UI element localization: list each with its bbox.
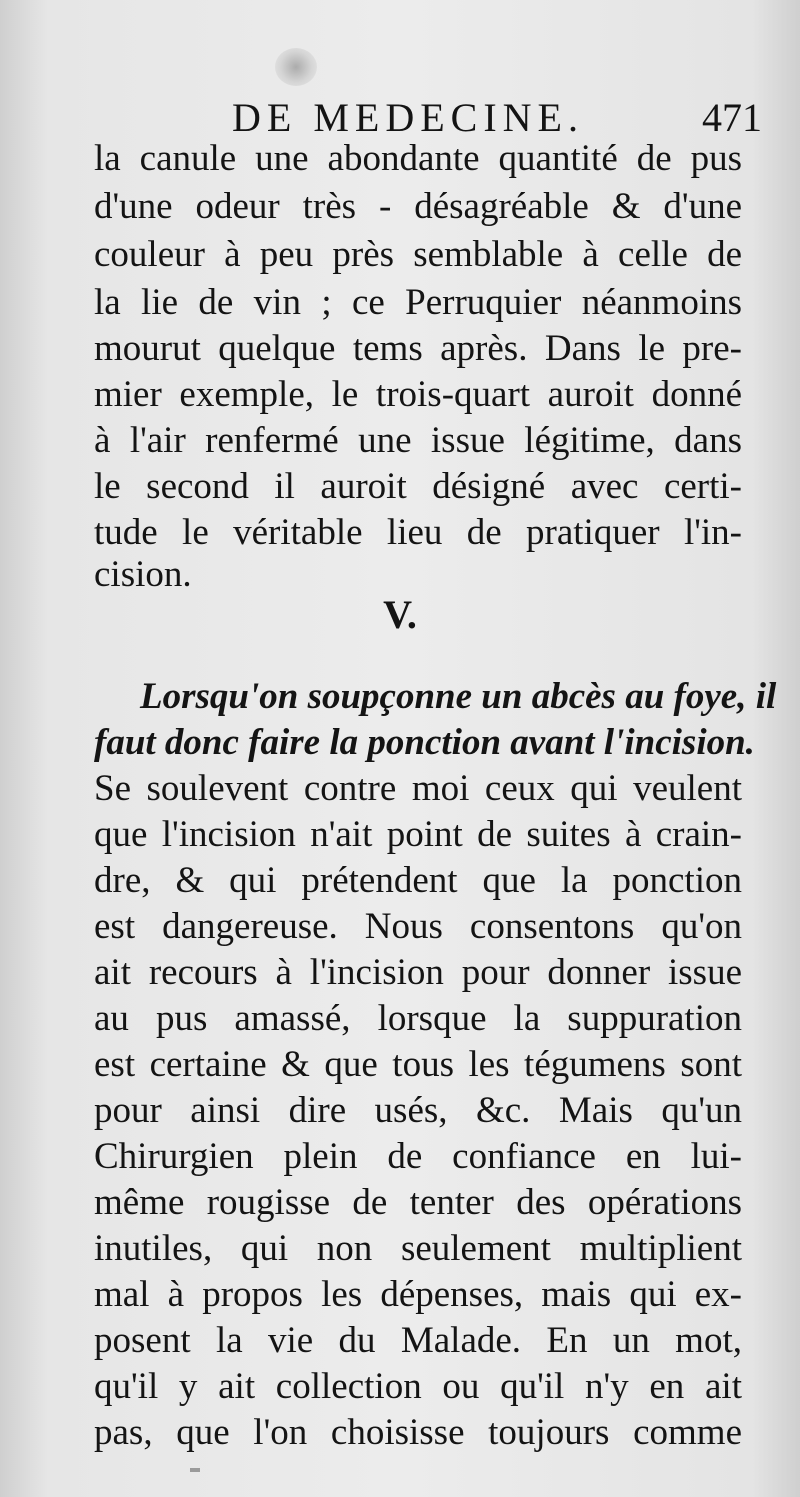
text-line: ait recours à l'incision pour donner issue	[94, 952, 742, 993]
text-line: au pus amassé, lorsque la suppuration	[94, 998, 742, 1039]
text-line: la canule une abondante quantité de pus	[94, 138, 742, 179]
text-line: mal à propos les dépenses, mais qui ex-	[94, 1274, 742, 1315]
text-line: couleur à peu près semblable à celle de	[94, 234, 742, 275]
ink-stain	[275, 48, 317, 86]
text-line: tude le véritable lieu de pratiquer l'in-	[94, 512, 742, 553]
text-line: inutiles, qui non seulement multiplient	[94, 1228, 742, 1269]
text-line: qu'il y ait collection ou qu'il n'y en ait	[94, 1366, 742, 1407]
italic-line: Lorsqu'on soupçonne un abcès au foye, il	[140, 676, 777, 717]
text-line: pour ainsi dire usés, &c. Mais qu'un	[94, 1090, 742, 1131]
text-line: mourut quelque tems après. Dans le pre-	[94, 328, 742, 369]
text-line: même rougisse de tenter des opérations	[94, 1182, 742, 1223]
paper-mark	[190, 1468, 200, 1472]
text-line: est dangereuse. Nous consentons qu'on	[94, 906, 742, 947]
text-line: mier exemple, le trois-quart auroit donné	[94, 374, 742, 415]
text-line: Chirurgien plein de confiance en lui-	[94, 1136, 742, 1177]
text-line: Se soulevent contre moi ceux qui veulent	[94, 768, 742, 809]
text-line: le second il auroit désigné avec certi-	[94, 466, 742, 507]
italic-line: faut donc faire la ponction avant l'incision.	[94, 722, 755, 763]
text-line: que l'incision n'ait point de suites à crain-	[94, 814, 742, 855]
page-number: 471	[702, 95, 762, 140]
text-line: posent la vie du Malade. En un mot,	[94, 1320, 742, 1361]
section-numeral: V.	[383, 592, 417, 637]
text-line: est certaine & que tous les tégumens sont	[94, 1044, 742, 1085]
text-line: à l'air renfermé une issue légitime, dans	[94, 420, 742, 461]
text-line: d'une odeur très - désagréable & d'une	[94, 186, 742, 227]
text-line: pas, que l'on choisisse toujours comme	[94, 1412, 742, 1453]
running-title: DE MEDECINE.	[232, 95, 584, 140]
text-line: la lie de vin ; ce Perruquier néanmoins	[94, 282, 742, 323]
text-line: cision.	[94, 554, 192, 595]
text-line: dre, & qui prétendent que la ponction	[94, 860, 742, 901]
